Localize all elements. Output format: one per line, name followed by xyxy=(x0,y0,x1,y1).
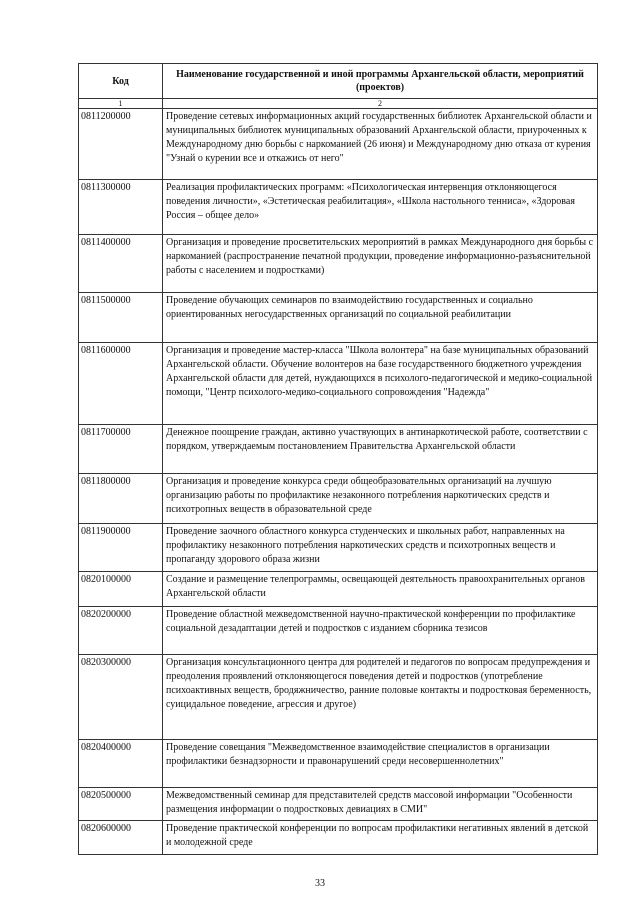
header-code: Код xyxy=(79,64,163,99)
page-number: 33 xyxy=(315,878,325,889)
row-code: 0811300000 xyxy=(79,180,163,235)
table-row xyxy=(79,109,598,180)
row-name: Проведение областной межведомственной научно-практической конференции по профилактике социальной дезадаптации детей и подростков с изданием сборника тезисов xyxy=(163,607,598,655)
row-code: 0811800000 xyxy=(79,474,163,524)
row-name: Организация и проведение просветительских мероприятий в рамках Международного дня борьбы с наркоманией (распространение печатной продукции, проведение информационно-разъяснительной работы с населением и подростками) xyxy=(163,235,598,293)
row-code: 0811700000 xyxy=(79,425,163,474)
row-name: Организация и проведение мастер-класса "Школа волонтера" на базе муниципальных образований Архангельской области. Обучение волонтеров на базе государственного бюджетного учреждения Архангельской области для детей, нуждающихся в психолого-педагогической и медико-социальной помощи, "Центр психолого-медико-социального сопровождения "Надежда" xyxy=(163,343,598,425)
row-code: 0811500000 xyxy=(79,293,163,343)
row-name: Организация консультационного центра для родителей и педагогов по вопросам предупреждения и преодоления проявлений отклоняющегося поведения детей и подростков (употребление психоактивных веществ, бродяжничество, ранние половые контакты и подростковая беременность, суицидальное поведение, агрессия и другое) xyxy=(163,655,598,740)
table-row xyxy=(79,474,598,524)
table-row xyxy=(79,788,598,821)
header-name: Наименование государственной и иной программы Архангельской области, мероприятий (проектов) xyxy=(163,64,598,99)
row-code: 0811200000 xyxy=(79,109,163,180)
programs-table xyxy=(78,63,598,855)
table-row xyxy=(79,343,598,425)
column-number-1: 1 xyxy=(79,99,163,109)
row-code: 0820200000 xyxy=(79,607,163,655)
table-row xyxy=(79,293,598,343)
row-name: Организация и проведение конкурса среди общеобразовательных организаций на лучшую организацию работы по профилактике незаконного потребления наркотических средств и психотропных веществ в образовательной среде xyxy=(163,474,598,524)
row-code: 0811900000 xyxy=(79,524,163,572)
row-name: Денежное поощрение граждан, активно участвующих в антинаркотической работе, соответствии с порядком, утверждаемым постановлением Правительства Архангельской области xyxy=(163,425,598,474)
header-row xyxy=(79,64,598,99)
column-numbers-row xyxy=(79,99,598,109)
table-row xyxy=(79,655,598,740)
row-name: Создание и размещение телепрограммы, освещающей деятельность правоохранительных органов Архангельской области xyxy=(163,572,598,607)
table-row xyxy=(79,425,598,474)
row-name: Проведение практической конференции по вопросам профилактики негативных явлений в детской и молодежной среде xyxy=(163,821,598,855)
table-row xyxy=(79,235,598,293)
row-code: 0820100000 xyxy=(79,572,163,607)
table-row xyxy=(79,607,598,655)
table-row xyxy=(79,740,598,788)
row-code: 0820400000 xyxy=(79,740,163,788)
row-name: Проведение обучающих семинаров по взаимодействию государственных и социально ориентированных негосударственных организаций по социальной реабилитации xyxy=(163,293,598,343)
table-row xyxy=(79,572,598,607)
row-name: Проведение сетевых информационных акций государственных библиотек Архангельской области и муниципальных библиотек муниципальных образований Архангельской области, приуроченных к Международному дню борьбы с наркоманией (26 июня) и Международному дню отказа от курения "Узнай о курении все и откажись от него" xyxy=(163,109,598,180)
row-code: 0820500000 xyxy=(79,788,163,821)
table-row xyxy=(79,821,598,855)
row-name: Реализация профилактических программ: «Психологическая интервенция отклоняющегося поведения личности», «Эстетическая реабилитация», «Школа настольного тенниса», «Здоровая Россия – общее дело» xyxy=(163,180,598,235)
table-row xyxy=(79,524,598,572)
row-code: 0811600000 xyxy=(79,343,163,425)
row-code: 0811400000 xyxy=(79,235,163,293)
table-row xyxy=(79,180,598,235)
column-number-2: 2 xyxy=(163,99,598,109)
row-name: Проведение заочного областного конкурса студенческих и школьных работ, направленных на профилактику незаконного потребления наркотических средств и психотропных веществ и пропаганду здорового образа жизни xyxy=(163,524,598,572)
row-code: 0820300000 xyxy=(79,655,163,740)
row-name: Межведомственный семинар для представителей средств массовой информации "Особенности размещения информации о подростковых девиациях в СМИ" xyxy=(163,788,598,821)
row-name: Проведение совещания "Межведомственное взаимодействие специалистов в организации профилактики безнадзорности и правонарушений среди несовершеннолетних" xyxy=(163,740,598,788)
row-code: 0820600000 xyxy=(79,821,163,855)
